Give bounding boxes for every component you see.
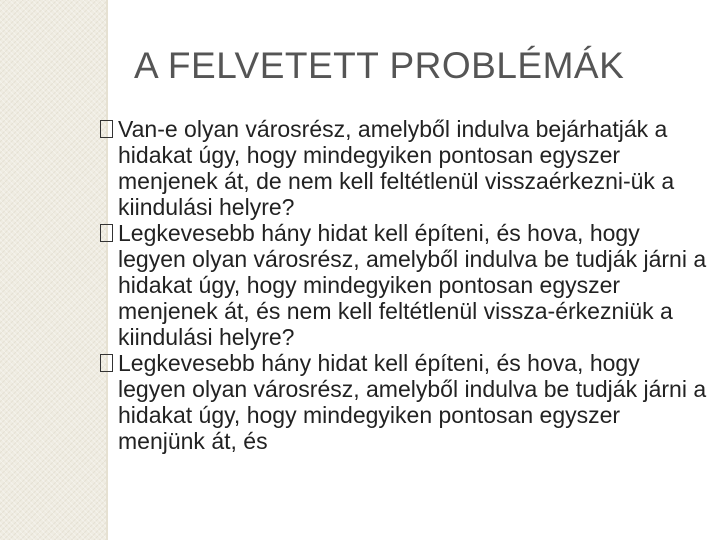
missing-glyph-box-icon [100, 120, 113, 138]
bullet-item [100, 116, 712, 220]
slide-title: A FELVETETT PROBLÉMÁK [134, 45, 625, 86]
bullet-text: Van-e olyan városrész, amelyből indulva bejárhatják a hidakat úgy, hogy mindegyiken pontosan egyszer menjenek át, de nem kell feltétlenül visszaérkezni-ük a kiindulási helyre? [118, 116, 675, 220]
bullet-list [100, 116, 712, 454]
missing-glyph-box-icon [100, 354, 113, 372]
missing-glyph-box-icon [100, 224, 113, 242]
bullet-text: Legkevesebb hány hidat kell építeni, és hova, hogy legyen olyan városrész, amelyből indulva be tudják járni a hidakat úgy, hogy mindegyiken pontosan egyszer menjenek át, és nem kell feltétlenül vissza-érkezniük a kiindulási helyre? [118, 220, 707, 350]
decorative-side-strip [0, 0, 106, 540]
bullet-item [100, 220, 712, 350]
bullet-item [100, 350, 712, 454]
bullet-text: Legkevesebb hány hidat kell építeni, és hova, hogy legyen olyan városrész, amelyből indulva be tudják járni a hidakat úgy, hogy mindegyiken pontosan egyszer menjünk át, és [118, 350, 707, 454]
